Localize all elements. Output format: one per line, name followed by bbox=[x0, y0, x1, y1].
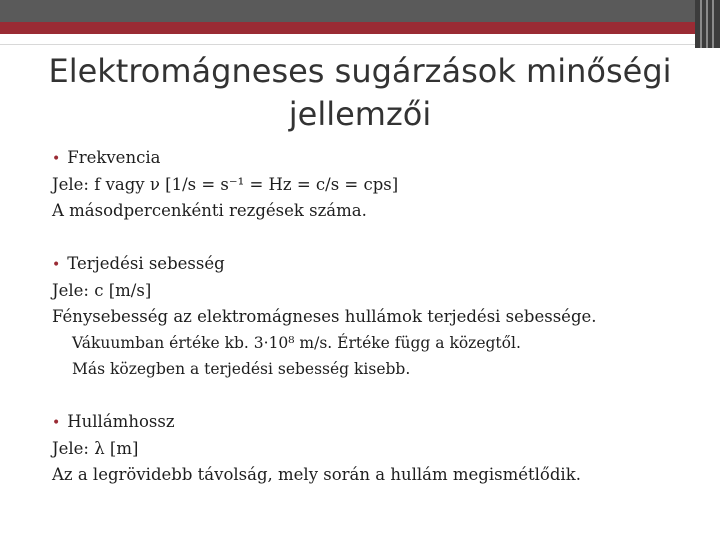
slide-body bbox=[52, 145, 692, 488]
title-divider bbox=[0, 44, 695, 45]
body-line: Jele: λ [m] bbox=[52, 439, 139, 458]
bullet-heading bbox=[52, 145, 692, 172]
body-line: Az a legrövidebb távolság, mely során a hullám megismétlődik. bbox=[52, 465, 581, 484]
bullet-icon: • bbox=[52, 257, 61, 273]
sub-line: Vákuumban értéke kb. 3·10⁸ m/s. Értéke függ a közegtől. bbox=[72, 334, 521, 352]
accent-bar bbox=[0, 22, 695, 34]
section-frequency bbox=[52, 145, 692, 224]
heading-text: Frekvencia bbox=[67, 148, 161, 167]
top-decor-bar bbox=[0, 0, 720, 22]
body-line: Jele: c [m/s] bbox=[52, 281, 152, 300]
heading-text: Terjedési sebesség bbox=[67, 254, 225, 273]
corner-stripe bbox=[712, 0, 714, 48]
slide-title-line-2: jellemzői bbox=[288, 95, 432, 133]
body-line: Jele: f vagy ν [1/s = s⁻¹ = Hz = c/s = cps] bbox=[52, 175, 399, 194]
slide-title bbox=[30, 50, 690, 136]
corner-stripe bbox=[700, 0, 702, 48]
body-line: A másodpercenkénti rezgések száma. bbox=[52, 201, 367, 220]
sub-line: Más közegben a terjedési sebesség kisebb. bbox=[72, 360, 411, 378]
body-line: Fénysebesség az elektromágneses hullámok terjedési sebessége. bbox=[52, 307, 597, 326]
bullet-heading bbox=[52, 251, 692, 278]
bullet-heading bbox=[52, 409, 692, 436]
section-wavelength bbox=[52, 409, 692, 488]
heading-text: Hullámhossz bbox=[67, 412, 175, 431]
slide-title-line-1: Elektromágneses sugárzások minőségi bbox=[48, 52, 672, 90]
section-speed bbox=[52, 251, 692, 382]
bullet-icon: • bbox=[52, 415, 61, 431]
bullet-icon: • bbox=[52, 151, 61, 167]
corner-stripe bbox=[706, 0, 708, 48]
